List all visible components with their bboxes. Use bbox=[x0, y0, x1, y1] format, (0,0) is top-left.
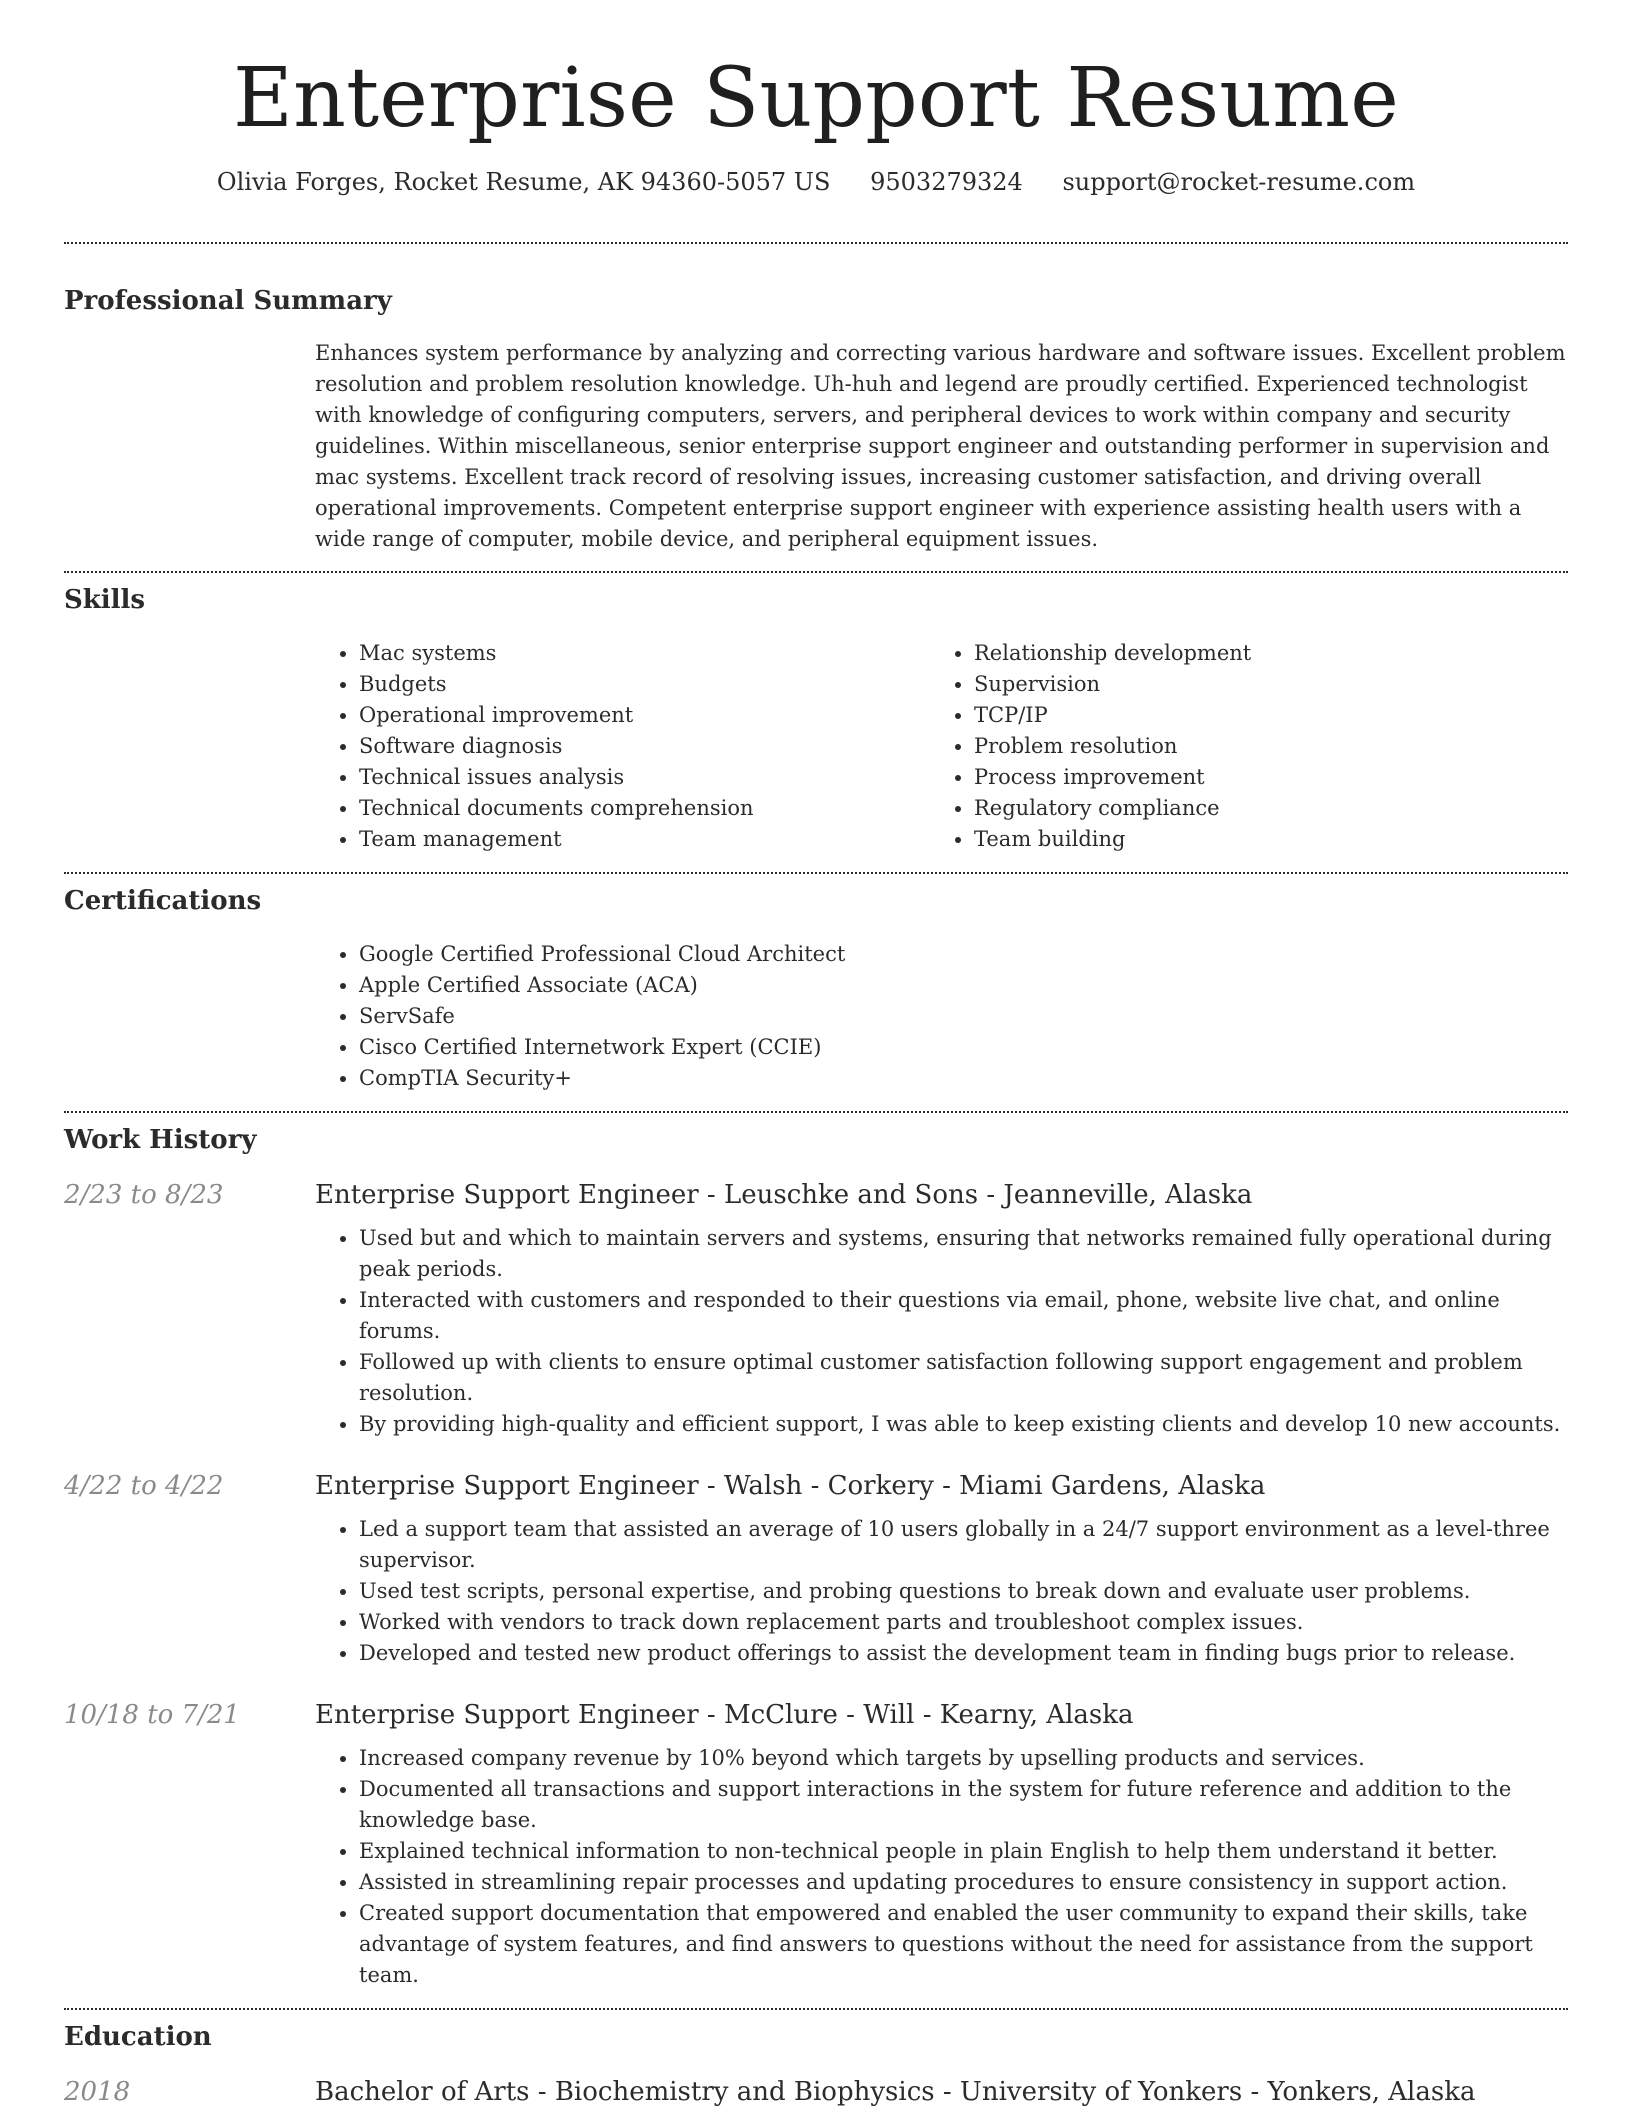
certification-item: • ServSafe bbox=[359, 1001, 1568, 1032]
certification-item: • Apple Certified Associate (ACA) bbox=[359, 970, 1568, 1001]
section-divider bbox=[64, 1111, 1568, 1113]
work-title: Enterprise Support Engineer - Walsh - Corkery - Miami Gardens, Alaska bbox=[315, 1471, 1266, 1502]
skill-item: • Regulatory compliance bbox=[974, 793, 1560, 824]
contact-email: support@rocket-resume.com bbox=[1062, 168, 1416, 197]
work-dates: 2/23 to 8/23 bbox=[64, 1180, 224, 1211]
skills-column-left bbox=[315, 638, 930, 855]
education-entry bbox=[64, 2075, 1568, 2109]
education-year: 2018 bbox=[64, 2077, 131, 2108]
work-bullet: • Assisted in streamlining repair processes and updating procedures to ensure consistency in support action. bbox=[359, 1867, 1568, 1898]
contact-phone: 9503279324 bbox=[870, 168, 1023, 197]
work-bullet: • Increased company revenue by 10% beyond which targets by upselling products and services. bbox=[359, 1743, 1568, 1774]
skill-item: • Technical issues analysis bbox=[359, 762, 930, 793]
work-bullet: • Explained technical information to non-technical people in plain English to help them understand it better. bbox=[359, 1836, 1568, 1867]
work-bullet: • Followed up with clients to ensure optimal customer satisfaction following support engagement and problem resolution. bbox=[359, 1347, 1568, 1409]
certifications-list bbox=[315, 939, 1568, 1094]
contact-line bbox=[64, 168, 1568, 196]
skills-heading: Skills bbox=[64, 585, 146, 616]
certification-item: • Cisco Certified Internetwork Expert (CCIE) bbox=[359, 1032, 1568, 1063]
work-bullet: • By providing high-quality and efficient support, I was able to keep existing clients and develop 10 new accounts. bbox=[359, 1409, 1568, 1440]
summary-text: Enhances system performance by analyzing and correcting various hardware and software issues. Excellent problem resolution and problem resolution knowledge. Uh-huh and legend are proudly certified. Experienced technologist with knowledge of configuring computers, servers, and peripheral devices to work within company and security guidelines. Within miscellaneous, senior enterprise support engineer and outstanding performer in supervision and mac systems. Excellent track record of resolving issues, increasing customer satisfaction, and driving overall operational improvements. Competent enterprise support engineer with experience assisting health users with a wide range of computer, mobile device, and peripheral equipment issues. bbox=[315, 341, 1566, 552]
skill-item: • Relationship development bbox=[974, 638, 1560, 669]
skill-item: • Technical documents comprehension bbox=[359, 793, 930, 824]
work-bullet: • Documented all transactions and support interactions in the system for future reference and addition to the knowledge base. bbox=[359, 1774, 1568, 1836]
work-bullet: • Developed and tested new product offerings to assist the development team in finding bugs prior to release. bbox=[359, 1638, 1568, 1669]
work-entry bbox=[64, 1469, 1568, 1669]
work-bullets bbox=[315, 1514, 1568, 1669]
work-entry bbox=[64, 1178, 1568, 1440]
skill-item: • Operational improvement bbox=[359, 700, 930, 731]
skill-item: • Supervision bbox=[974, 669, 1560, 700]
skill-item: • Software diagnosis bbox=[359, 731, 930, 762]
work-title: Enterprise Support Engineer - Leuschke and Sons - Jeanneville, Alaska bbox=[315, 1180, 1253, 1211]
summary-heading: Professional Summary bbox=[64, 286, 392, 317]
work-bullet: • Used but and which to maintain servers and systems, ensuring that networks remained fully operational during peak periods. bbox=[359, 1223, 1568, 1285]
work-bullet: • Worked with vendors to track down replacement parts and troubleshoot complex issues. bbox=[359, 1607, 1568, 1638]
work-bullets bbox=[315, 1743, 1568, 1991]
section-divider bbox=[64, 2008, 1568, 2010]
resume-title: Enterprise Support Resume bbox=[233, 51, 1399, 146]
skill-item: • TCP/IP bbox=[974, 700, 1560, 731]
section-divider bbox=[64, 242, 1568, 244]
skills-column-right bbox=[930, 638, 1560, 855]
education-heading: Education bbox=[64, 2022, 212, 2053]
work-dates: 4/22 to 4/22 bbox=[64, 1471, 224, 1502]
section-divider bbox=[64, 872, 1568, 874]
skill-item: • Process improvement bbox=[974, 762, 1560, 793]
certifications-heading: Certifications bbox=[64, 886, 262, 917]
education-title: Bachelor of Arts - Biochemistry and Biophysics - University of Yonkers - Yonkers, Alaska bbox=[315, 2077, 1476, 2108]
resume-page bbox=[64, 0, 1568, 2109]
work-bullet: • Interacted with customers and responded to their questions via email, phone, website live chat, and online forums. bbox=[359, 1285, 1568, 1347]
work-bullet: • Led a support team that assisted an average of 10 users globally in a 24/7 support environment as a level-three supervisor. bbox=[359, 1514, 1568, 1576]
work-bullet: • Used test scripts, personal expertise, and probing questions to break down and evaluate user problems. bbox=[359, 1576, 1568, 1607]
certification-item: • CompTIA Security+ bbox=[359, 1063, 1568, 1094]
work-entry bbox=[64, 1698, 1568, 1991]
work-title: Enterprise Support Engineer - McClure - Will - Kearny, Alaska bbox=[315, 1700, 1134, 1731]
skill-item: • Team building bbox=[974, 824, 1560, 855]
work-bullets bbox=[315, 1223, 1568, 1440]
section-divider bbox=[64, 571, 1568, 573]
work-dates: 10/18 to 7/21 bbox=[64, 1700, 240, 1731]
work-heading: Work History bbox=[64, 1125, 257, 1156]
certification-item: • Google Certified Professional Cloud Architect bbox=[359, 939, 1568, 970]
skills-list bbox=[315, 638, 1568, 855]
skill-item: • Budgets bbox=[359, 669, 930, 700]
contact-address: Olivia Forges, Rocket Resume, AK 94360-5057 US bbox=[216, 168, 831, 197]
skill-item: • Problem resolution bbox=[974, 731, 1560, 762]
skill-item: • Team management bbox=[359, 824, 930, 855]
skill-item: • Mac systems bbox=[359, 638, 930, 669]
work-bullet: • Created support documentation that empowered and enabled the user community to expand their skills, take advantage of system features, and find answers to questions without the need for assistance from the support team. bbox=[359, 1898, 1568, 1991]
